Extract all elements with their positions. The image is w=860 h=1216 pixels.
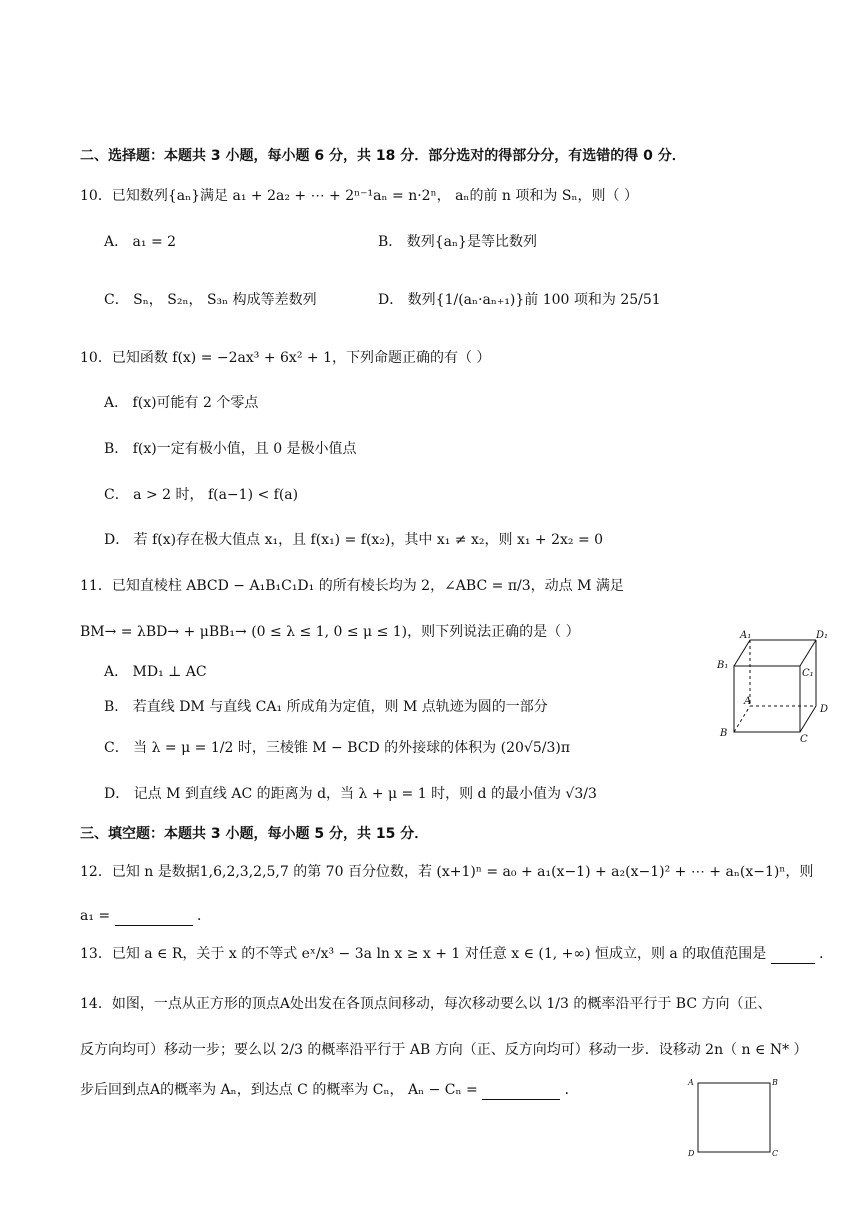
q10b-stem: 10．已知函数 f(x) = −2ax³ + 6x² + 1，下列命题正确的有（ ） bbox=[80, 350, 491, 366]
q10a-option-c: C． Sₙ， S₂ₙ， S₃ₙ 构成等差数列 bbox=[104, 292, 317, 308]
q11-option-a: A． MD₁ ⊥ AC bbox=[104, 664, 207, 680]
label-d: D bbox=[820, 704, 829, 715]
q10a-option-b: B． 数列{aₙ}是等比数列 bbox=[378, 234, 537, 250]
prism-edge-cd bbox=[800, 706, 816, 732]
q10b-option-b: B． f(x)一定有极小值，且 0 是极小值点 bbox=[104, 441, 357, 457]
label-a: A bbox=[744, 696, 752, 707]
q12-answer-blank[interactable] bbox=[115, 911, 193, 926]
q14-line3-text: 步后回到点A的概率为 Aₙ，到达点 C 的概率为 Cₙ， Aₙ − Cₙ = bbox=[80, 1082, 478, 1098]
sq-label-a: A bbox=[688, 1078, 694, 1087]
q11-stem-line2: BM→ = λBD→ + μBB₁→ (0 ≤ λ ≤ 1, 0 ≤ μ ≤ 1)，则下列说法正确的是（ ） bbox=[80, 624, 580, 640]
q13-stem: 13．已知 a ∈ R，关于 x 的不等式 eˣ/x³ − 3a ln x ≥ x + 1 对任意 x ∈ (1, +∞) 恒成立，则 a 的取值范围是 bbox=[80, 946, 767, 962]
q10a-option-a: A． a₁ = 2 bbox=[104, 234, 177, 250]
q11-option-c: C． 当 λ = μ = 1/2 时，三棱锥 M − BCD 的外接球的体积为 (20√5/3)π bbox=[104, 740, 571, 756]
q12-answer-line bbox=[80, 906, 211, 926]
sq-label-c: C bbox=[772, 1149, 779, 1158]
label-c: C bbox=[800, 734, 808, 745]
label-a1: A₁ bbox=[740, 630, 752, 641]
q10a-stem: 10．已知数列{aₙ}满足 a₁ + 2a₂ + ⋯ + 2ⁿ⁻¹aₙ = n·2ⁿ， aₙ的前 n 项和为 Sₙ，则（ ） bbox=[80, 188, 638, 204]
label-d1: D₁ bbox=[816, 630, 829, 641]
prism-edge-c1d1 bbox=[800, 640, 816, 666]
square-outline bbox=[698, 1083, 770, 1152]
q11-option-b: B． 若直线 DM 与直线 CA₁ 所成角为定值，则 M 点轨迹为圆的一部分 bbox=[104, 699, 548, 715]
square-figure bbox=[684, 1074, 784, 1162]
q10b-option-d: D． 若 f(x)存在极大值点 x₁，且 f(x₁) = f(x₂)，其中 x₁ ≠ x₂，则 x₁ + 2x₂ = 0 bbox=[104, 532, 604, 548]
q10a-option-d: D． 数列{1/(aₙ·aₙ₊₁)}前 100 项和为 25/51 bbox=[378, 292, 661, 308]
q12-answer-suffix: ． bbox=[197, 908, 212, 924]
q12-stem: 12．已知 n 是数据1,6,2,3,2,5,7 的第 70 百分位数，若 (x+1)ⁿ = a₀ + a₁(x−1) + a₂(x−1)² + ⋯ + aₙ(x−1)ⁿ，则 bbox=[80, 864, 814, 880]
label-b1: B₁ bbox=[717, 660, 729, 671]
q13-line bbox=[80, 944, 833, 964]
section-3-title: 三、填空题：本题共 3 小题，每小题 5 分，共 15 分． bbox=[80, 826, 429, 842]
sq-label-b: B bbox=[772, 1078, 778, 1087]
label-c1: C₁ bbox=[802, 668, 814, 679]
q10b-option-a: A． f(x)可能有 2 个零点 bbox=[104, 395, 259, 411]
q14-line3 bbox=[80, 1080, 579, 1100]
q13-answer-blank[interactable] bbox=[771, 949, 815, 964]
prism-edge-b1a1 bbox=[734, 640, 750, 666]
sq-label-d: D bbox=[688, 1149, 695, 1158]
prism-figure bbox=[716, 628, 834, 746]
q13-suffix: ． bbox=[819, 946, 834, 962]
prism-hidden-edge-ba bbox=[734, 706, 750, 732]
q14-line2: 反方向均可）移动一步；要么以 2/3 的概率沿平行于 AB 方向（正、反方向均可）移动一步．设移动 2n（ n ∈ N* ） bbox=[80, 1042, 808, 1058]
q12-answer-prefix: a₁ = bbox=[80, 908, 111, 924]
q10b-option-c: C． a > 2 时， f(a−1) < f(a) bbox=[104, 487, 299, 503]
q11-stem-line1: 11．已知直棱柱 ABCD − A₁B₁C₁D₁ 的所有棱长均为 2，∠ABC = π/3，动点 M 满足 bbox=[80, 578, 624, 594]
label-b: B bbox=[720, 728, 728, 739]
q11-option-d: D． 记点 M 到直线 AC 的距离为 d，当 λ + μ = 1 时，则 d 的最小值为 √3/3 bbox=[104, 786, 597, 802]
q14-answer-blank[interactable] bbox=[482, 1085, 560, 1100]
section-2-title: 二、选择题：本题共 3 小题，每小题 6 分，共 18 分．部分选对的得部分分，有选错的得 0 分． bbox=[80, 148, 686, 164]
q14-line3-suffix: ． bbox=[564, 1082, 579, 1098]
q14-line1: 14．如图，一点从正方形的顶点A处出发在各顶点间移动，每次移动要么以 1/3 的概率沿平行于 BC 方向（正、 bbox=[80, 996, 772, 1012]
